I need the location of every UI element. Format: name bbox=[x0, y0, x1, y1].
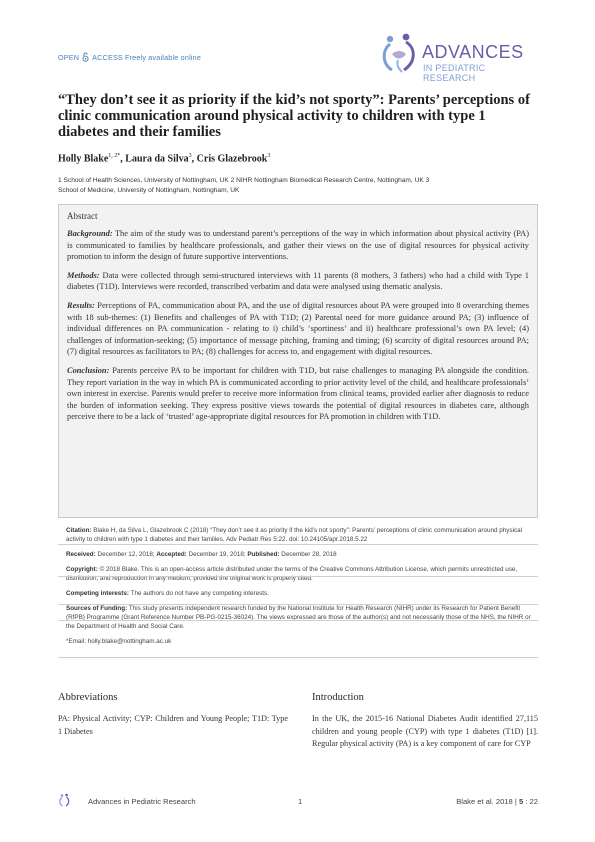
abstract-conclusion-text: Parents perceive PA to be important for children with T1D, but raise challenges to managing PA alongside the condition. They report variation in the way in which PA is communicated according to prior activity level of the child, and healthcare professionals’ own interest in exercise. Parents would prefer to receive more information from clinical teams, provided earlier after diagnosis to reduce the burden of information seeking. They express positive views towards the potential of digital resources in diabetes care, although perceive there to be a lack of ‘trusted’ age-appropriate digital resources for PA promotion in children with T1D. bbox=[67, 365, 529, 422]
competing-label: Competing interests: bbox=[66, 590, 129, 597]
author-name[interactable]: Holly Blake bbox=[58, 153, 109, 165]
meta-divider bbox=[58, 657, 538, 658]
abbreviations-section bbox=[58, 692, 288, 738]
copyright-text: © 2018 Blake. This is an open-access article distributed under the terms of the Creative Commons Attribution License, which permits unrestricted use, distribution, and reproduction in any medium, provided the original work is properly cited. bbox=[66, 566, 518, 582]
abstract-background-label: Background: bbox=[67, 229, 113, 238]
abstract-results bbox=[67, 300, 529, 358]
copyright-block bbox=[66, 565, 532, 583]
journal-logo-title: ADVANCES bbox=[422, 42, 524, 62]
open-label: OPEN bbox=[58, 52, 80, 62]
availability-label: Freely available online bbox=[124, 52, 202, 62]
abstract-heading: Abstract bbox=[67, 211, 98, 221]
author-name[interactable]: Laura da Silva bbox=[125, 153, 189, 165]
abstract-methods-text: Data were collected through semi-structured interviews with 11 parents (8 mothers, 3 fathers) who had a child with Type 1 diabetes (T1D). Interviews were recorded, transcribed verbatim and data were analysed using thematic analysis. bbox=[67, 270, 529, 292]
competing-text: The authors do not have any competing interests. bbox=[130, 590, 269, 597]
footer-citation bbox=[456, 797, 538, 806]
abstract-box bbox=[58, 204, 538, 518]
footer-page-number: 1 bbox=[298, 797, 303, 806]
published-date: December 28, 2018 bbox=[281, 551, 337, 558]
copyright-label: Copyright: bbox=[66, 566, 98, 573]
funding-block bbox=[66, 604, 532, 631]
dates-block bbox=[66, 550, 532, 559]
citation-label: Citation: bbox=[66, 527, 92, 534]
page-footer bbox=[58, 794, 538, 810]
email-block[interactable] bbox=[66, 637, 532, 646]
introduction-section bbox=[312, 692, 538, 751]
abstract-methods-label: Methods: bbox=[67, 270, 100, 280]
open-access-badge bbox=[58, 52, 201, 62]
affiliation-line: 1 School of Health Sciences, University of Nottingham, UK 2 NIHR Nottingham Biomedical Research Centre, Nottingham, UK 3 bbox=[58, 177, 430, 184]
footer-journal-name: Advances in Pediatric Research bbox=[88, 797, 196, 806]
abstract-methods bbox=[67, 270, 529, 293]
article-title: “They don’t see it as priority if the kid’s not sporty”: Parents’ perceptions of clinic communication around physical activity to children with type 1 diabetes and their families bbox=[58, 92, 530, 140]
journal-logo-subtitle: IN PEDIATRIC RESEARCH bbox=[423, 63, 486, 83]
author-list bbox=[58, 153, 270, 164]
meta-divider bbox=[58, 620, 538, 621]
abstract-results-label: Results: bbox=[67, 300, 95, 310]
affiliation-line: School of Medicine, University of Nottingham, Nottingham, UK bbox=[58, 187, 240, 194]
abbreviations-heading: Abbreviations bbox=[58, 692, 118, 703]
author-affiliation-marker: 1, 2* bbox=[108, 153, 121, 159]
abstract-results-text: Perceptions of PA, communication about PA, and the use of digital resources about PA were grouped into 8 overarching themes with 18 sub-themes: (1) Benefits and challenges of PA with T1D; (2) Parental need for more guidance around PA; (3) influence of individual differences on PA communication - relating to i) child’s ‘sportiness’ and ii) healthcare professional’s own PA level; (4) challenges of information-seeking; (5) importance of message pitching, framing and timing; (6) scarcity of digital resources around PA; (7) digital resources as facilitators to PA; (8) challenges for access to, and engagement with digital resources. bbox=[67, 300, 530, 357]
author-separator: , bbox=[120, 153, 126, 165]
open-lock-icon bbox=[81, 52, 90, 62]
competing-interests-block bbox=[66, 589, 532, 598]
abstract-background bbox=[67, 228, 529, 263]
citation-block bbox=[66, 526, 532, 544]
introduction-text: In the UK, the 2015-16 National Diabetes Audit identified 27,115 children and young people (CYP) with type 1 diabetes (T1D) [1]. Regular physical activity (PA) is a key component of care for CYP bbox=[312, 714, 538, 749]
accepted-date: December 19, 2018; bbox=[188, 551, 246, 558]
author-name[interactable]: Cris Glazebrook bbox=[196, 153, 268, 165]
received-date: December 12, 2018; bbox=[97, 551, 155, 558]
footer-cite-suffix: : 22 bbox=[525, 797, 538, 806]
author-affiliation-marker: 3 bbox=[188, 153, 192, 159]
author-affiliation-marker: 3 bbox=[267, 153, 271, 159]
accepted-label: Accepted: bbox=[156, 551, 187, 558]
journal-small-logo-icon bbox=[58, 793, 70, 807]
journal-logo[interactable] bbox=[378, 26, 538, 83]
funding-label: Sources of Funding: bbox=[66, 605, 128, 612]
published-label: Published: bbox=[247, 551, 280, 558]
abstract-conclusion bbox=[67, 365, 529, 423]
citation-text[interactable]: Blake H, da Silva L, Glazebrook C (2018) “They don’t see it as priority if the kid’s not sporty”: Parents’ perceptions of clinic communication around physical activity to children with type 1 diabetes and their families. Adv Pediatr Res 5:22. doi: 10.24105/apr.2018.5.22 bbox=[66, 527, 523, 543]
affiliations bbox=[58, 176, 538, 196]
family-logo-icon bbox=[378, 30, 420, 74]
page-header bbox=[58, 44, 538, 84]
introduction-heading: Introduction bbox=[312, 692, 364, 703]
meta-divider bbox=[58, 544, 538, 545]
received-label: Received: bbox=[66, 551, 96, 558]
footer-cite-volume: 5 bbox=[518, 797, 524, 806]
funding-text: This study presents independent research funded by the National Institute for Health Research (NIHR) under its Research for Patient Benefit (RfPB) Programme (Grant Reference Number PB-PG-0215-36024). The views expressed are those of the author(s) and not necessarily those of the NHS, the NIHR or the Department of Health and Social Care. bbox=[66, 605, 531, 630]
footer-cite-prefix: Blake et al. 2018 | bbox=[456, 797, 517, 806]
author-separator: , bbox=[191, 153, 197, 165]
abstract-background-text: The aim of the study was to understand parent’s perceptions of the way in which information about physical activity (PA) is communicated to families by healthcare professionals, and gather their views on the use of digital resources for physical activity promotion to inform the design of future supportive interventions. bbox=[67, 229, 529, 262]
abstract-conclusion-label: Conclusion: bbox=[67, 365, 110, 375]
access-label: ACCESS bbox=[92, 52, 123, 62]
meta-divider bbox=[58, 604, 538, 605]
corresponding-email[interactable]: *Email: holly.blake@nottingham.ac.uk bbox=[66, 638, 172, 645]
meta-divider bbox=[58, 576, 538, 577]
abbreviations-text: PA: Physical Activity; CYP: Children and Young People; T1D: Type 1 Diabetes bbox=[58, 714, 288, 736]
